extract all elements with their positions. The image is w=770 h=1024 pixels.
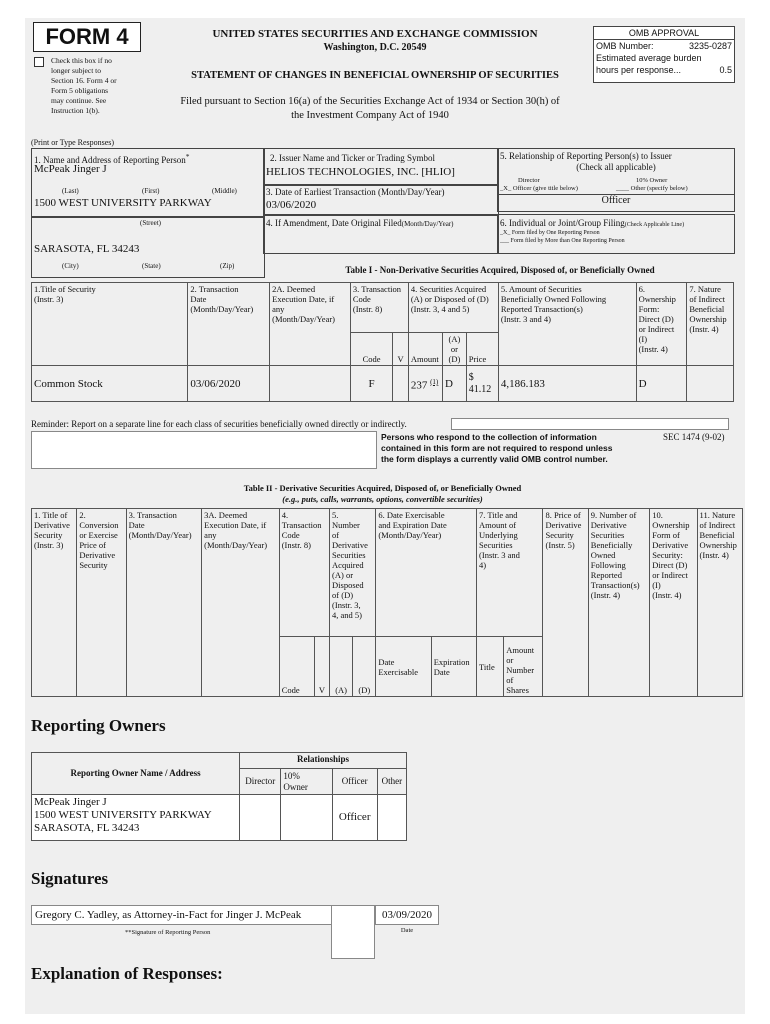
- collection-notice: Persons who respond to the collection of information contained in this form are not required to respond unless the form displays a currently valid OMB control number.: [381, 432, 613, 464]
- signature-date: 03/09/2020: [375, 905, 439, 925]
- signature-spacer-box: [331, 905, 375, 959]
- owner-row: McPeak Jinger J 1500 WEST UNIVERSITY PARKWAY SARASOTA, FL 34243 Officer: [32, 795, 407, 841]
- explanation-heading: Explanation of Responses:: [31, 964, 223, 983]
- filing-box: 6. Individual or Joint/Group Filing(Check Applicable Line) _X_ Form filed by One Reporting Person ___ Form filed by More than One Reporting Person: [497, 214, 735, 254]
- earliest-date: 03/06/2020: [266, 199, 317, 211]
- relationship-box: 5. Relationship of Reporting Person(s) to Issuer (Check all applicable) Director 10% Owner _X_ Officer (give title below) ____ Other (specify below) Officer: [497, 148, 735, 212]
- print-note: (Print or Type Responses): [31, 138, 115, 147]
- footnote-link[interactable]: (1): [430, 377, 439, 386]
- filed-pursuant-2: the Investment Company Act of 1940: [291, 110, 449, 121]
- reminder-box: [451, 418, 729, 430]
- reporting-person-box: 1. Name and Address of Reporting Person* McPeak Jinger J (Last) (First) (Middle) 1500 WEST UNIVERSITY PARKWAY: [31, 148, 265, 218]
- statement-title: STATEMENT OF CHANGES IN BENEFICIAL OWNERSHIP OF SECURITIES: [191, 70, 559, 81]
- notice-blank-box: [31, 431, 377, 469]
- earliest-date-box: 3. Date of Earliest Transaction (Month/Day/Year) 03/06/2020: [263, 184, 499, 216]
- checkbox-note: Check this box if no longer subject to Section 16. Form 4 or Form 5 obligations may continue. See Instruction 1(b).: [51, 56, 117, 115]
- reporting-person-street: 1500 WEST UNIVERSITY PARKWAY: [34, 197, 212, 209]
- omb-approval-box: OMB APPROVAL OMB Number: 3235-0287 Estimated average burden hours per response... 0.5: [593, 26, 735, 83]
- reminder: Reminder: Report on a separate line for each class of securities beneficially owned directly or indirectly.: [31, 419, 407, 429]
- date-caption: Date: [400, 927, 414, 934]
- issuer-name: HELIOS TECHNOLOGIES, INC. [HLIO]: [266, 166, 455, 178]
- omb-title: OMB APPROVAL: [594, 27, 734, 40]
- agency-location: Washington, D.C. 20549: [323, 42, 427, 53]
- table1: 1.Title of Security (Instr. 3) 2. Transaction Date (Month/Day/Year) 2A. Deemed Execution Date, if any (Month/Day/Year) 3. Transaction Code (Instr. 8) 4. Securities Acquired (A) or Disposed of (D) (Instr. 3, 4 and 5) 5. Amount of Securities Beneficially Owned Following Reported Transaction(s) (Instr. 3 and 4) 6. Ownership Form: Direct (D) or Indirect (I) (Instr. 4) 7. Nature of Indirect Beneficial Ownership (Instr. 4) Code V Amount (A) or (D) Price Common Stock 03/06/2020 F 237 $^{(1)}$ D $ 41.12 4,186.183 D: [31, 282, 734, 402]
- reporting-owners-heading: Reporting Owners: [31, 716, 166, 735]
- reporting-person-city: SARASOTA, FL 34243: [34, 243, 140, 255]
- reporting-address-box: (Street) SARASOTA, FL 34243 (City) (State) (Zip): [31, 216, 265, 278]
- section16-checkbox[interactable]: [34, 57, 44, 67]
- table1-row: Common Stock 03/06/2020 F 237 $^{(1)}$ D $ 41.12 4,186.183 D: [32, 366, 734, 402]
- reporting-owners-table: Reporting Owner Name / Address Relationships Director 10% Owner Officer Other McPeak Jinger J 1500 WEST UNIVERSITY PARKWAY SARASOTA, FL 34243 Officer: [31, 752, 407, 841]
- signatures-heading: Signatures: [31, 869, 109, 888]
- form-page: [25, 18, 745, 1014]
- amendment-box: 4. If Amendment, Date Original Filed(Month/Day/Year): [263, 214, 499, 254]
- sec-number: SEC 1474 (9-02): [663, 432, 725, 442]
- issuer-box: 2. Issuer Name and Ticker or Trading Symbol HELIOS TECHNOLOGIES, INC. [HLIO]: [263, 148, 499, 186]
- signer-name: Gregory C. Yadley, as Attorney-in-Fact for Jinger J. McPeak: [31, 905, 336, 925]
- officer-title: Officer: [498, 194, 734, 209]
- table2-title: Table II - Derivative Securities Acquired, Disposed of, or Beneficially Owned: [243, 483, 522, 493]
- reporting-person-name: McPeak Jinger J: [34, 163, 107, 175]
- form-title: FORM 4: [33, 22, 141, 52]
- agency-name: UNITED STATES SECURITIES AND EXCHANGE COMMISSION: [212, 28, 538, 40]
- table2: 1. Title of Derivative Security (Instr. 3) 2. Conversion or Exercise Price of Derivative Security 3. Transaction Date (Month/Day/Year) 3A. Deemed Execution Date, if any (Month/Day/Year) 4. Transaction Code (Instr. 8) 5. Number of Derivative Securities Acquired (A) or Disposed of (D) (Instr. 3, 4, and 5) 6. Date Exercisable and Expiration Date (Month/Day/Year) 7. Title and Amount of Underlying Securities (Instr. 3 and 4) 8. Price of Derivative Security (Instr. 5) 9. Number of Derivative Securities Beneficially Owned Following Reported Transaction(s) (Instr. 4) 10. Ownership Form of Derivative Security: Direct (D) or Indirect (I) (Instr. 4) 11. Nature of Indirect Beneficial Ownership (Instr. 4) Code V (A) (D) Date Exercisable Expiration Date Title Amount or Number of Shares: [31, 508, 743, 697]
- table1-title: Table I - Non-Derivative Securities Acquired, Disposed of, or Beneficially Owned: [345, 265, 655, 275]
- table2-subtitle: (e.g., puts, calls, warrants, options, convertible securities): [282, 494, 483, 504]
- filed-pursuant: Filed pursuant to Section 16(a) of the Securities Exchange Act of 1934 or Section 30(h) of: [180, 96, 560, 107]
- signature-caption: **Signature of Reporting Person: [125, 929, 211, 936]
